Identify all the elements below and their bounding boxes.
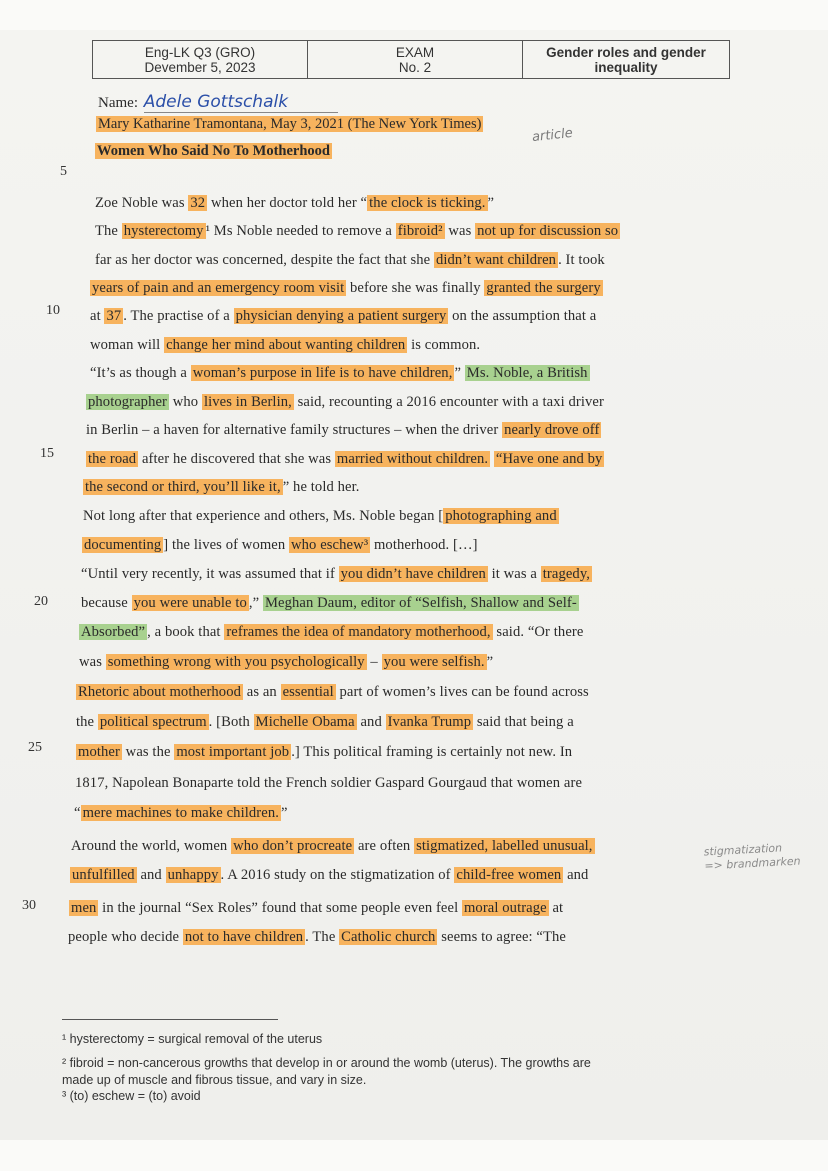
highlighted-segment: 37 [106, 308, 122, 324]
text-segment: ” [487, 195, 495, 211]
text-line [90, 337, 480, 354]
text-segment: who [169, 394, 202, 410]
text-segment: far as her doctor was concerned, despite the fact that she [95, 252, 434, 268]
text-segment: . [Both [208, 714, 254, 730]
footnote-line: ¹ hysterectomy = surgical removal of the uterus [62, 1032, 323, 1046]
text-line [71, 838, 595, 855]
text-segment: on the assumption that a [448, 308, 597, 324]
text-segment: 1817, Napolean Bonaparte told the French soldier Gaspard Gourgaud that women are [75, 775, 583, 791]
text-segment: , a book that [147, 624, 225, 640]
header-exam-cell [308, 41, 523, 78]
highlighted-segment: nearly drove off [504, 422, 600, 438]
text-segment: said, recounting a 2016 encounter with a taxi driver [293, 394, 604, 410]
text-line [95, 252, 605, 269]
text-segment: motherhood. […] [370, 537, 478, 553]
text-line [76, 714, 574, 731]
highlighted-segment: something wrong with you psychologically [107, 654, 365, 670]
text-segment: people who decide [68, 929, 183, 945]
text-segment: the [76, 714, 98, 730]
text-segment: ” [280, 805, 288, 821]
text-segment: before she was finally [346, 280, 485, 296]
text-line [68, 929, 566, 946]
text-segment: ¹ Ms Noble needed to remove a [205, 223, 396, 239]
highlighted-segment: most important job [176, 744, 290, 760]
margin-note-line-1: stigmatization [703, 841, 783, 859]
highlighted-segment: Meghan Daum, editor of “Selfish, Shallow and Self- [264, 595, 577, 611]
text-segment: was the [121, 744, 175, 760]
highlighted-segment: change her mind about wanting children [166, 337, 406, 353]
text-segment: . It took [558, 252, 605, 268]
header-course-cell [93, 41, 308, 78]
highlighted-segment: not up for discussion so [477, 223, 619, 239]
text-line [90, 365, 590, 382]
text-line [79, 624, 583, 641]
highlighted-segment: documenting [84, 537, 162, 553]
line-number: 15 [40, 446, 54, 461]
text-segment: and [563, 867, 589, 883]
highlighted-segment: men [71, 900, 97, 916]
footnote-line: ³ (to) eschew = (to) avoid [62, 1089, 201, 1103]
text-segment: . The practise of a [123, 308, 234, 324]
text-segment: The [95, 223, 122, 239]
text-segment: in the journal “Sex Roles” found that some people even feel [98, 900, 462, 916]
text-segment: “ [74, 805, 81, 821]
text-segment: – [366, 654, 382, 670]
text-line [86, 451, 604, 468]
line-number: 5 [60, 164, 67, 179]
highlighted-segment: the second or third, you’ll like it, [85, 479, 281, 495]
text-segment: part of women’s lives can be found across [335, 684, 589, 700]
highlighted-segment: physician denying a patient surgery [235, 308, 447, 324]
student-signature: Adele Gottschalk [144, 92, 338, 113]
highlighted-segment: political spectrum [99, 714, 207, 730]
highlighted-segment: unhappy [167, 867, 219, 883]
highlighted-segment: woman’s purpose in life is to have children, [192, 365, 453, 381]
highlighted-segment: you were unable to [133, 595, 247, 611]
highlighted-segment: who eschew³ [291, 537, 369, 553]
highlighted-segment: Absorbed” [81, 624, 146, 640]
text-line [82, 537, 478, 554]
text-segment: in Berlin – a haven for alternative family structures – when the driver [86, 422, 503, 438]
highlighted-segment: who don’t procreate [233, 838, 353, 854]
text-segment: woman will [90, 337, 165, 353]
handwritten-note-article: article [531, 125, 574, 146]
text-segment: when her doctor told her “ [207, 195, 368, 211]
line-number: 25 [28, 740, 42, 755]
source-text: Mary Katharine Tramontana, May 3, 2021 (The New York Times) [98, 116, 482, 132]
article-title [95, 143, 332, 160]
highlighted-segment: lives in Berlin, [203, 394, 292, 410]
highlighted-segment: essential [282, 684, 334, 700]
highlighted-segment: not to have children [184, 929, 304, 945]
highlighted-segment: unfulfilled [72, 867, 135, 883]
text-segment: was [79, 654, 106, 670]
header-table [92, 40, 730, 79]
text-segment: are often [354, 838, 415, 854]
text-segment: Around the world, women [71, 838, 232, 854]
text-segment: as an [243, 684, 281, 700]
header-topic-cell [523, 41, 729, 78]
highlighted-segment: Rhetoric about motherhood [78, 684, 241, 700]
highlighted-segment: photographing and [445, 508, 557, 524]
highlighted-segment: didn’t want children [435, 252, 557, 268]
name-label: Name: [98, 95, 138, 111]
text-line [81, 566, 592, 583]
highlighted-segment: hysterectomy [123, 223, 204, 239]
article-source [96, 116, 483, 133]
line-number: 20 [34, 594, 48, 609]
highlighted-segment: 32 [190, 195, 206, 211]
highlighted-segment: “Have one and by [495, 451, 603, 467]
highlighted-segment: child-free women [456, 867, 562, 883]
text-line [95, 223, 620, 240]
text-segment: and [356, 714, 386, 730]
text-segment: “Until very recently, it was assumed that if [81, 566, 339, 582]
text-segment: and [136, 867, 166, 883]
highlighted-segment: photographer [88, 394, 168, 410]
text-segment: ,” [248, 595, 263, 611]
highlighted-segment: married without children. [336, 451, 489, 467]
line-number: 30 [22, 898, 36, 913]
text-segment: ” [454, 365, 465, 381]
topic-line-2: inequality [594, 59, 658, 75]
text-segment: ” he told her. [282, 479, 360, 495]
text-line [74, 805, 288, 822]
exam-date: Devember 5, 2023 [144, 59, 256, 75]
exam-number: No. 2 [398, 59, 432, 75]
text-line [81, 595, 579, 612]
exam-label: EXAM [395, 44, 435, 60]
text-segment: at [90, 308, 105, 324]
text-segment: Not long after that experience and others, Ms. Noble began [ [83, 508, 444, 524]
text-segment: is common. [407, 337, 481, 353]
text-line [76, 744, 572, 761]
highlighted-segment: fibroid² [397, 223, 443, 239]
highlighted-segment: the road [88, 451, 137, 467]
highlighted-segment: reframes the idea of mandatory motherhood, [226, 624, 491, 640]
highlighted-segment: mother [78, 744, 120, 760]
highlighted-segment: stigmatized, labelled unusual, [416, 838, 593, 854]
text-segment: ” [486, 654, 494, 670]
text-line [76, 684, 589, 701]
footnote-rule [62, 1019, 278, 1020]
highlighted-segment: granted the surgery [486, 280, 601, 296]
text-segment: ] the lives of women [163, 537, 290, 553]
text-line [90, 308, 596, 325]
text-line [75, 775, 582, 792]
highlighted-segment: the clock is ticking. [369, 195, 486, 211]
text-segment: because [81, 595, 132, 611]
highlighted-segment: Ivanka Trump [387, 714, 472, 730]
topic-line-1: Gender roles and gender [546, 44, 706, 60]
highlighted-segment: moral outrage [463, 900, 547, 916]
text-segment: . A 2016 study on the stigmatization of [220, 867, 455, 883]
text-segment: it was a [487, 566, 541, 582]
course-name: Eng-LK Q3 (GRO) [144, 44, 256, 60]
text-line [86, 422, 601, 439]
text-line [79, 654, 493, 671]
text-line [86, 394, 604, 411]
text-segment: was [444, 223, 476, 239]
footnote-line: made up of muscle and fibrous tissue, and vary in size. [62, 1073, 367, 1087]
highlighted-segment: tragedy, [542, 566, 591, 582]
line-number: 10 [46, 303, 60, 318]
text-segment: seems to agree: “The [437, 929, 566, 945]
text-line [83, 508, 559, 525]
text-segment: Zoe Noble was [95, 195, 189, 211]
highlighted-segment: years of pain and an emergency room visit [92, 280, 345, 296]
text-segment: at [548, 900, 564, 916]
text-line [90, 280, 603, 297]
highlighted-segment: Ms. Noble, a British [466, 365, 588, 381]
text-line [83, 479, 360, 496]
text-segment: said. “Or there [492, 624, 584, 640]
text-segment: “It’s as though a [90, 365, 191, 381]
text-line [70, 867, 588, 884]
highlighted-segment: Catholic church [341, 929, 436, 945]
highlighted-segment: mere machines to make children. [82, 805, 279, 821]
margin-note [703, 841, 801, 874]
text-segment: .] This political framing is certainly not new. In [291, 744, 573, 760]
title-text: Women Who Said No To Motherhood [97, 143, 330, 159]
text-segment: said that being a [473, 714, 574, 730]
text-line [69, 900, 563, 917]
highlighted-segment: you didn’t have children [340, 566, 486, 582]
text-line [95, 195, 494, 212]
highlighted-segment: Michelle Obama [255, 714, 355, 730]
footnote-line: ² fibroid = non-cancerous growths that develop in or around the womb (uterus). The growths are [62, 1056, 591, 1070]
text-segment: . The [305, 929, 340, 945]
margin-note-line-2: => brandmarken [704, 854, 801, 873]
highlighted-segment: you were selfish. [383, 654, 485, 670]
student-name-line [98, 92, 338, 112]
text-segment: after he discovered that she was [138, 451, 335, 467]
